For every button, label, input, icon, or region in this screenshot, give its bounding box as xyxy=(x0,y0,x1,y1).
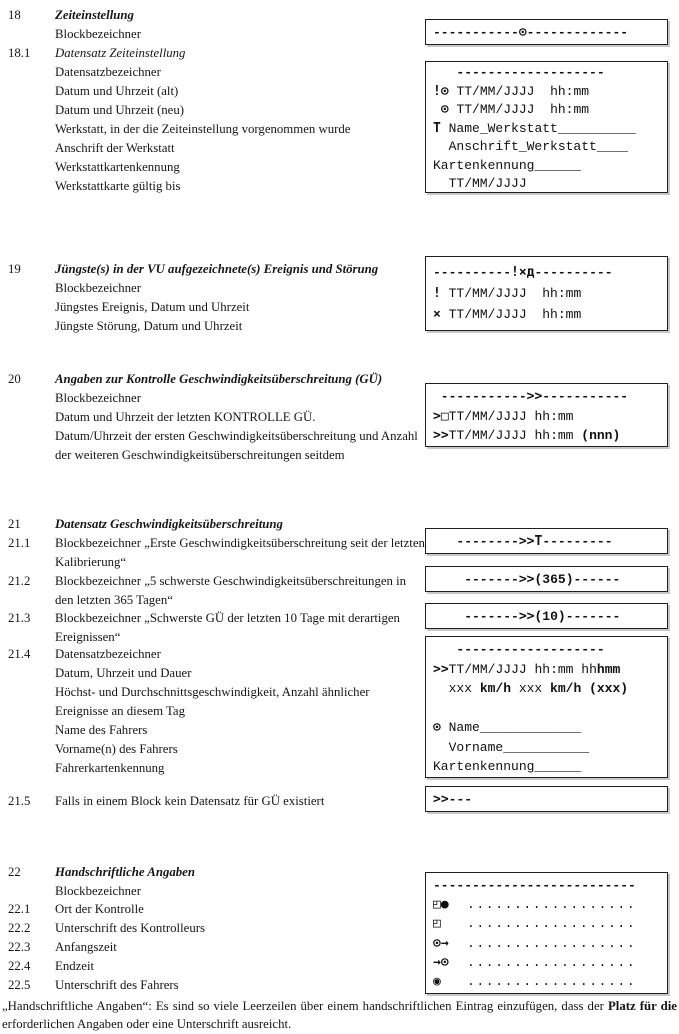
printout-box-manual-entries xyxy=(425,872,668,994)
section-number: 21.2 xyxy=(8,574,31,588)
dash-run: ------ xyxy=(573,571,621,587)
printout-box-overspeed-10 xyxy=(425,603,668,629)
printout-box-time-adjustment-record xyxy=(425,61,668,193)
section-title: Handschriftliche Angaben xyxy=(55,865,195,879)
fill-in-dots: .................. xyxy=(467,954,637,970)
printout-line xyxy=(433,407,665,427)
overspeed-icon: >> xyxy=(518,533,535,549)
row-label: Unterschrift des Fahrers xyxy=(55,978,179,992)
overspeed-icon: >> xyxy=(526,389,543,404)
control-card-icon: ◰ xyxy=(433,916,441,932)
event-icon: ! xyxy=(433,286,441,301)
printout-blank-line xyxy=(433,699,665,719)
overspeed-icon: >> xyxy=(433,428,449,443)
dash-run: ------------- xyxy=(526,24,629,40)
fault-icon: × xyxy=(433,307,441,322)
printout-line xyxy=(433,83,665,102)
printout-line xyxy=(433,283,665,304)
row-label: Datensatzbezeichner xyxy=(55,65,161,79)
row-label: Werkstattkartenkennung xyxy=(55,160,180,174)
row-label: Anfangszeit xyxy=(55,940,117,954)
printout-box-overspeed-control xyxy=(425,383,668,447)
printout-text: TT/MM/JJJJ hh:mm hh xyxy=(448,661,597,677)
printout-text: xxx xyxy=(511,681,551,696)
section-number: 22 xyxy=(8,865,21,879)
duration-placeholder: hmm xyxy=(596,661,621,677)
printout-text: TT/MM/JJJJ hh:mm xyxy=(440,307,582,322)
printout-line xyxy=(433,426,665,446)
kmh-unit: km/h xyxy=(550,681,582,696)
days-count: (10) xyxy=(534,608,566,624)
row-label: Blockbezeichner xyxy=(55,281,141,295)
footnote-text: „Handschriftliche Angaben“: Es sind so viele Leerzeilen über einem handschriftlichen Eintrag einzufügen, dass der xyxy=(2,999,608,1013)
printout-line: ------------------- xyxy=(433,65,605,80)
dash-run: ----------- xyxy=(433,24,519,40)
row-label: Datum und Uhrzeit (alt) xyxy=(55,84,179,98)
printout-line xyxy=(433,570,620,589)
location-dot-icon: ● xyxy=(440,897,449,913)
printout-line xyxy=(433,718,665,738)
section-number: 21.5 xyxy=(8,794,31,808)
section-number: 22.4 xyxy=(8,959,31,973)
icon-cell xyxy=(433,914,467,933)
count-placeholder: (nnn) xyxy=(581,428,621,443)
row-label: Blockbezeichner „5 schwerste Geschwindigkeitsüberschreitungen in den letzten 365 Tagen“ xyxy=(55,574,407,607)
fill-in-dots: .................. xyxy=(467,974,637,990)
section-number: 21.3 xyxy=(8,611,31,625)
control-overspeed-icon: >□ xyxy=(433,408,449,424)
footnote xyxy=(2,998,677,1033)
clock-icon: ⊙ xyxy=(433,102,449,117)
section-number: 22.2 xyxy=(8,921,31,935)
section-number: 21.4 xyxy=(8,647,31,661)
fill-in-dots: .................. xyxy=(467,935,637,951)
printout-line xyxy=(433,607,620,626)
printout-line xyxy=(433,101,665,120)
row-label: Fahrerkartenkennung xyxy=(55,761,165,775)
dash-run: -------- xyxy=(433,533,519,549)
row-label: Datum und Uhrzeit (neu) xyxy=(55,103,184,117)
printout-line xyxy=(433,914,665,933)
section-title: Datensatz Geschwindigkeitsüberschreitung xyxy=(55,517,283,531)
row-label: Datum/Uhrzeit der ersten Geschwindigkeitsüberschreitung und Anzahl der weiteren Geschwindigkeitsüberschreitungen seitdem xyxy=(55,429,418,462)
printout-line xyxy=(433,934,665,953)
printout-text: Name_____________ xyxy=(440,720,582,735)
driver-card-icon: ⊙ xyxy=(433,720,441,735)
printout-box-time-adjustment-block xyxy=(425,19,668,45)
arrow-right-icon: → xyxy=(433,954,441,970)
clock-icon: ⊙ xyxy=(440,954,449,970)
printout-text: TT/MM/JJJJ hh:mm xyxy=(448,83,590,99)
icon-cell xyxy=(433,934,467,953)
printout-text: TT/MM/JJJJ hh:mm xyxy=(440,286,582,301)
section-number: 22.3 xyxy=(8,940,31,954)
dash-run: --- xyxy=(448,791,473,807)
printout-line xyxy=(433,532,613,551)
printout-line: ------------------- xyxy=(433,642,605,657)
driver-signature-icon: ◉ xyxy=(433,974,441,990)
printout-line xyxy=(433,895,665,914)
printout-box-overspeed-365 xyxy=(425,566,668,592)
overspeed-icon: >> xyxy=(433,791,449,807)
printout-line xyxy=(433,972,665,991)
section-number: 19 xyxy=(8,262,21,276)
dash-run: ------- xyxy=(565,608,621,624)
dash-run: ---------- xyxy=(433,265,512,280)
dash-run: ------- xyxy=(433,571,519,587)
dash-run: ------- xyxy=(433,608,519,624)
printout-line xyxy=(433,304,665,325)
section-number: 21.1 xyxy=(8,536,31,550)
footnote-line-2: erforderlichen Angaben oder eine Unterschrift ausreicht. xyxy=(2,1016,292,1031)
printout-line xyxy=(433,953,665,972)
section-title: Angaben zur Kontrolle Geschwindigkeitsüberschreitung (GÜ) xyxy=(55,372,383,386)
section-number: 22.5 xyxy=(8,978,31,992)
row-label: Blockbezeichner xyxy=(55,391,141,405)
overspeed-icon: >> xyxy=(518,571,535,587)
row-label: Datum, Uhrzeit und Dauer xyxy=(55,666,192,680)
row-label: Unterschrift des Kontrolleurs xyxy=(55,921,205,935)
printout-line: TT/MM/JJJJ xyxy=(433,176,527,191)
footnote-line-1 xyxy=(2,998,677,1016)
row-label: Vorname(n) des Fahrers xyxy=(55,742,178,756)
printout-line xyxy=(433,679,665,699)
printout-box-events-faults xyxy=(425,256,668,331)
control-card-icon: ◰ xyxy=(433,897,441,913)
row-label: Höchst- und Durchschnittsgeschwindigkeit, Anzahl ähnlicher Ereignisse an diesem Tag xyxy=(55,685,370,718)
row-label: Blockbezeichner xyxy=(55,884,141,898)
icon-cell xyxy=(433,895,467,914)
printout-box-overspeed-record xyxy=(425,636,668,778)
printout-box-first-overspeed xyxy=(425,528,668,554)
icon-cell xyxy=(433,972,467,991)
row-label: Name des Fahrers xyxy=(55,723,148,737)
days-count: (365) xyxy=(534,571,574,587)
dash-run: ---------- xyxy=(534,265,613,280)
section-title: Zeiteinstellung xyxy=(55,8,134,22)
fill-in-dots: .................. xyxy=(467,897,637,913)
row-label: Werkstatt, in der die Zeiteinstellung vorgenommen wurde xyxy=(55,122,351,136)
row-label: Jüngstes Ereignis, Datum und Uhrzeit xyxy=(55,300,250,314)
printout-text: xxx xyxy=(433,681,480,696)
icon-cell xyxy=(433,953,467,972)
overspeed-icon: >> xyxy=(433,661,449,677)
fill-in-dots: .................. xyxy=(467,916,637,932)
row-label: Jüngste Störung, Datum und Uhrzeit xyxy=(55,319,243,333)
dash-run: ----------- xyxy=(542,389,629,404)
row-label: Datensatzbezeichner xyxy=(55,647,161,661)
section-number: 20 xyxy=(8,372,21,386)
section-number: 22.1 xyxy=(8,902,31,916)
printout-line xyxy=(433,262,665,283)
footnote-bold-text: Platz für die xyxy=(607,999,677,1013)
printout-text: Name_Werkstatt__________ xyxy=(440,120,636,136)
section-number: 18.1 xyxy=(8,46,31,60)
printout-line: Vorname___________ xyxy=(433,739,590,755)
row-label: Blockbezeichner „Erste Geschwindigkeitsüberschreitung seit der letzten Kalibrierung“ xyxy=(55,536,425,569)
printout-text: TT/MM/JJJJ hh:mm xyxy=(448,408,574,424)
dash-run: ----------- xyxy=(433,389,527,404)
row-label: Blockbezeichner xyxy=(55,27,141,41)
printout-line xyxy=(433,23,628,42)
arrow-right-icon: → xyxy=(440,935,449,951)
events-faults-icon: !×д xyxy=(511,265,535,280)
row-label: Blockbezeichner „Schwerste GÜ der letzten 10 Tage mit derartigen Ereignissen“ xyxy=(55,611,400,644)
printout-text: TT/MM/JJJJ hh:mm xyxy=(448,428,582,443)
count-placeholder: (xxx) xyxy=(581,681,629,696)
section-number: 21 xyxy=(8,517,21,531)
row-label: Falls in einem Block kein Datensatz für GÜ existiert xyxy=(55,794,325,808)
row-label: Ort der Kontrolle xyxy=(55,902,144,916)
section-number: 18 xyxy=(8,8,21,22)
printout-line: Kartenkennung______ xyxy=(433,157,582,173)
kmh-unit: km/h xyxy=(479,681,512,696)
overspeed-icon: >> xyxy=(518,608,535,624)
section-title: Jüngste(s) in der VU aufgezeichnete(s) Ereignis und Störung xyxy=(55,262,379,276)
printout-line: Anschrift_Werkstatt____ xyxy=(433,139,629,154)
dash-run: --------- xyxy=(542,533,613,549)
row-label: Datum und Uhrzeit der letzten KONTROLLE GÜ. xyxy=(55,410,316,424)
printout-line xyxy=(433,790,472,809)
printout-line: -------------------------- xyxy=(433,878,636,893)
event-clock-icon: !⊙ xyxy=(433,83,449,99)
clock-icon: ⊙ xyxy=(518,24,527,40)
workshop-icon: T xyxy=(433,120,441,136)
row-label: Anschrift der Werkstatt xyxy=(55,141,175,155)
printout-line: Kartenkennung______ xyxy=(433,759,582,774)
clock-icon: ⊙ xyxy=(433,935,441,951)
row-label: Endzeit xyxy=(55,959,95,973)
subsection-title: Datensatz Zeiteinstellung xyxy=(55,46,186,60)
printout-line xyxy=(433,120,665,139)
row-label: Werkstattkarte gültig bis xyxy=(55,179,181,193)
printout-box-no-overspeed-record xyxy=(425,786,668,812)
printout-text: TT/MM/JJJJ hh:mm xyxy=(448,102,590,117)
printout-line xyxy=(433,387,665,407)
printout-line xyxy=(433,660,665,680)
calibration-icon: T xyxy=(534,533,543,549)
